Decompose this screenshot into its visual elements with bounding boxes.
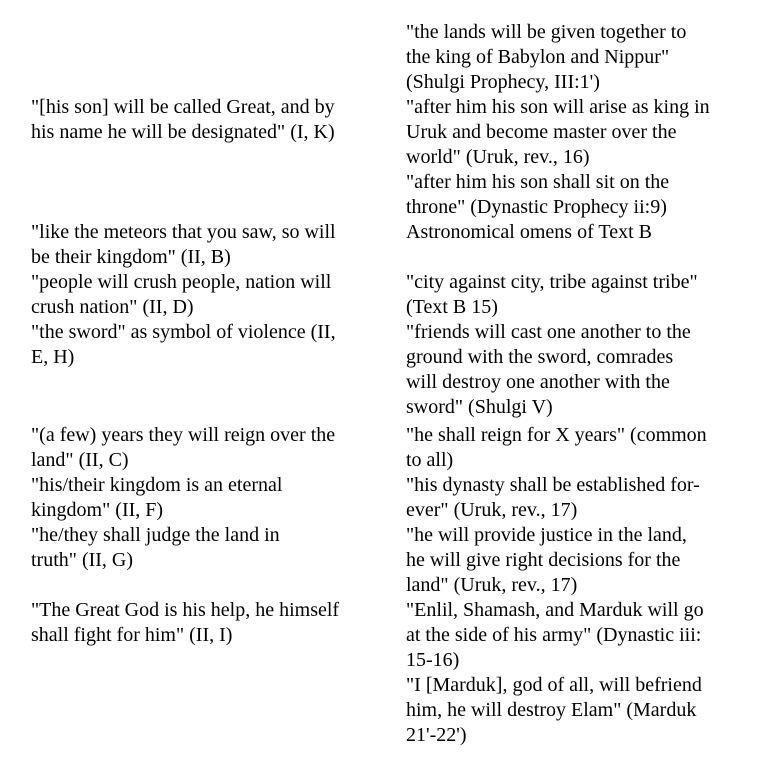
left-cell: "(a few) years they will reign over the land" (II, C) xyxy=(31,424,336,471)
left-cell: "like the meteors that you saw, so will be their kingdom" (II, B) xyxy=(31,221,336,268)
right-cell: "he will provide justice in the land, he will give right decisions for the land" (Uruk, rev., 17) xyxy=(406,524,687,596)
right-cell: "the lands will be given together to the king of Babylon and Nippur" (Shulgi Prophecy, III:1') xyxy=(406,21,687,93)
right-cell: "city against city, tribe against tribe" (Text B 15) xyxy=(406,271,698,318)
left-cell: "he/they shall judge the land in truth" (II, G) xyxy=(31,524,280,571)
left-cell: "the sword" as symbol of violence (II, E, H) xyxy=(31,321,336,368)
left-cell: "people will crush people, nation will crush nation" (II, D) xyxy=(31,271,332,318)
left-cell: "his/their kingdom is an eternal kingdom" (II, F) xyxy=(31,474,283,521)
right-cell: "he shall reign for X years" (common to all) xyxy=(406,424,707,471)
right-cell: "his dynasty shall be established for- ever" (Uruk, rev., 17) xyxy=(406,474,700,521)
right-cell: Astronomical omens of Text B xyxy=(406,221,652,243)
left-cell: "The Great God is his help, he himself shall fight for him" (II, I) xyxy=(31,599,340,646)
left-cell: "[his son] will be called Great, and by his name he will be designated" (I, K) xyxy=(31,96,335,143)
right-cell: "Enlil, Shamash, and Marduk will go at the side of his army" (Dynastic iii: 15-16) "I [Marduk], god of all, will befriend him, he will destroy Elam" (Marduk 21'-22') xyxy=(406,599,704,746)
right-cell: "friends will cast one another to the ground with the sword, comrades will destroy one another with the sword" (Shulgi V) xyxy=(406,321,691,418)
right-cell: "after him his son will arise as king in Uruk and become master over the world" (Uruk, rev., 16) "after him his son shall sit on the throne" (Dynastic Prophecy ii:9) xyxy=(406,96,710,218)
